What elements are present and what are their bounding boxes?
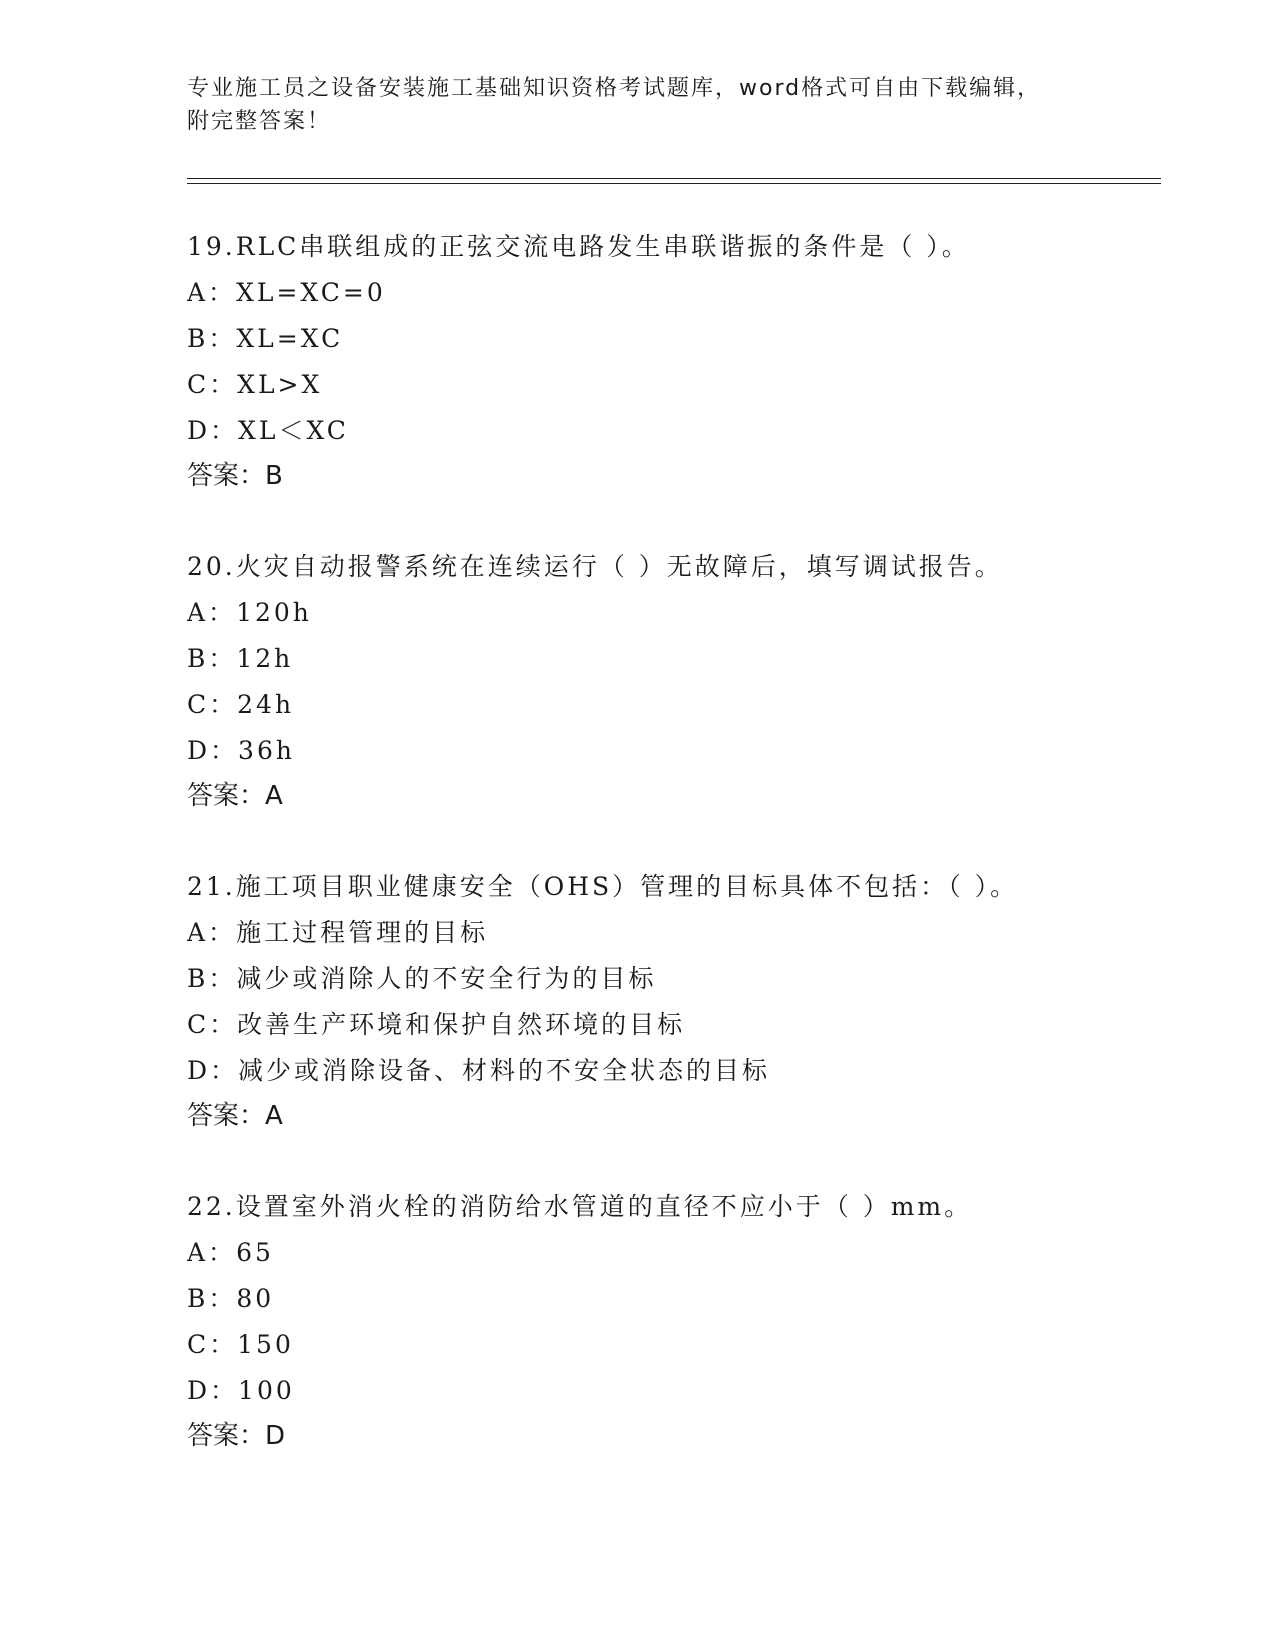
option-key: A： bbox=[187, 918, 237, 947]
question-20 bbox=[187, 544, 1147, 818]
option-text: 改善生产环境和保护自然环境的目标 bbox=[237, 1010, 686, 1039]
option-c bbox=[187, 682, 1147, 728]
option-a bbox=[187, 910, 1147, 956]
question-22 bbox=[187, 1184, 1147, 1458]
option-text: 65 bbox=[236, 1238, 274, 1267]
option-key: B： bbox=[187, 324, 237, 353]
option-b bbox=[187, 1276, 1147, 1322]
option-b bbox=[187, 316, 1147, 362]
option-key: D： bbox=[187, 736, 239, 765]
header-divider-bottom bbox=[187, 183, 1161, 184]
option-d bbox=[187, 728, 1147, 774]
option-key: C： bbox=[187, 1330, 238, 1359]
option-key: D： bbox=[187, 1376, 239, 1405]
question-21 bbox=[187, 864, 1147, 1138]
option-c bbox=[187, 362, 1147, 408]
option-b bbox=[187, 956, 1147, 1002]
option-key: A： bbox=[187, 1238, 237, 1267]
option-key: A： bbox=[187, 598, 237, 627]
question-stem: 20.火灾自动报警系统在连续运行（ ）无故障后，填写调试报告。 bbox=[187, 552, 1003, 581]
option-key: B： bbox=[187, 1284, 237, 1313]
answer-label: 答案：A bbox=[187, 781, 283, 811]
answer-label: 答案：A bbox=[187, 1101, 283, 1131]
option-key: B： bbox=[187, 964, 237, 993]
option-a bbox=[187, 1230, 1147, 1276]
option-text: XL=XC bbox=[236, 324, 344, 353]
option-text: 150 bbox=[237, 1330, 294, 1359]
option-key: D： bbox=[187, 416, 239, 445]
option-text: XL=XC=0 bbox=[236, 278, 386, 307]
document-header bbox=[187, 72, 1147, 138]
option-text: 减少或消除设备、材料的不安全状态的目标 bbox=[238, 1056, 771, 1085]
answer-label: 答案：D bbox=[187, 1421, 286, 1451]
option-key: B： bbox=[187, 644, 237, 673]
option-key: A： bbox=[187, 278, 237, 307]
option-a bbox=[187, 590, 1147, 636]
option-a bbox=[187, 270, 1147, 316]
option-b bbox=[187, 636, 1147, 682]
question-stem: 19.RLC串联组成的正弦交流电路发生串联谐振的条件是（ ）。 bbox=[187, 232, 970, 261]
question-stem: 22.设置室外消火栓的消防给水管道的直径不应小于（ ）mm。 bbox=[187, 1192, 973, 1221]
option-text: 80 bbox=[236, 1284, 275, 1313]
option-text: 24h bbox=[237, 690, 295, 719]
option-key: D： bbox=[187, 1056, 239, 1085]
option-c bbox=[187, 1322, 1147, 1368]
header-divider-top bbox=[187, 178, 1161, 179]
option-text: 36h bbox=[238, 736, 295, 765]
option-text: 12h bbox=[236, 644, 294, 673]
question-19 bbox=[187, 224, 1147, 498]
option-text: XL＜XC bbox=[238, 416, 349, 445]
option-c bbox=[187, 1002, 1147, 1048]
option-key: C： bbox=[187, 1010, 238, 1039]
option-text: 120h bbox=[236, 598, 312, 627]
option-text: 减少或消除人的不安全行为的目标 bbox=[236, 964, 657, 993]
option-key: C： bbox=[187, 370, 238, 399]
option-d bbox=[187, 1048, 1147, 1094]
header-line-1: 专业施工员之设备安装施工基础知识资格考试题库，word格式可自由下载编辑， bbox=[187, 76, 1042, 101]
option-key: C： bbox=[187, 690, 238, 719]
option-text: XL>X bbox=[237, 370, 323, 399]
answer-label: 答案：B bbox=[187, 461, 283, 491]
header-line-2: 附完整答案！ bbox=[187, 109, 332, 134]
option-text: 施工过程管理的目标 bbox=[236, 918, 489, 947]
option-text: 100 bbox=[238, 1376, 295, 1405]
option-d bbox=[187, 1368, 1147, 1414]
option-d bbox=[187, 408, 1147, 454]
question-stem: 21.施工项目职业健康安全（OHS）管理的目标具体不包括：（ ）。 bbox=[187, 872, 1019, 901]
